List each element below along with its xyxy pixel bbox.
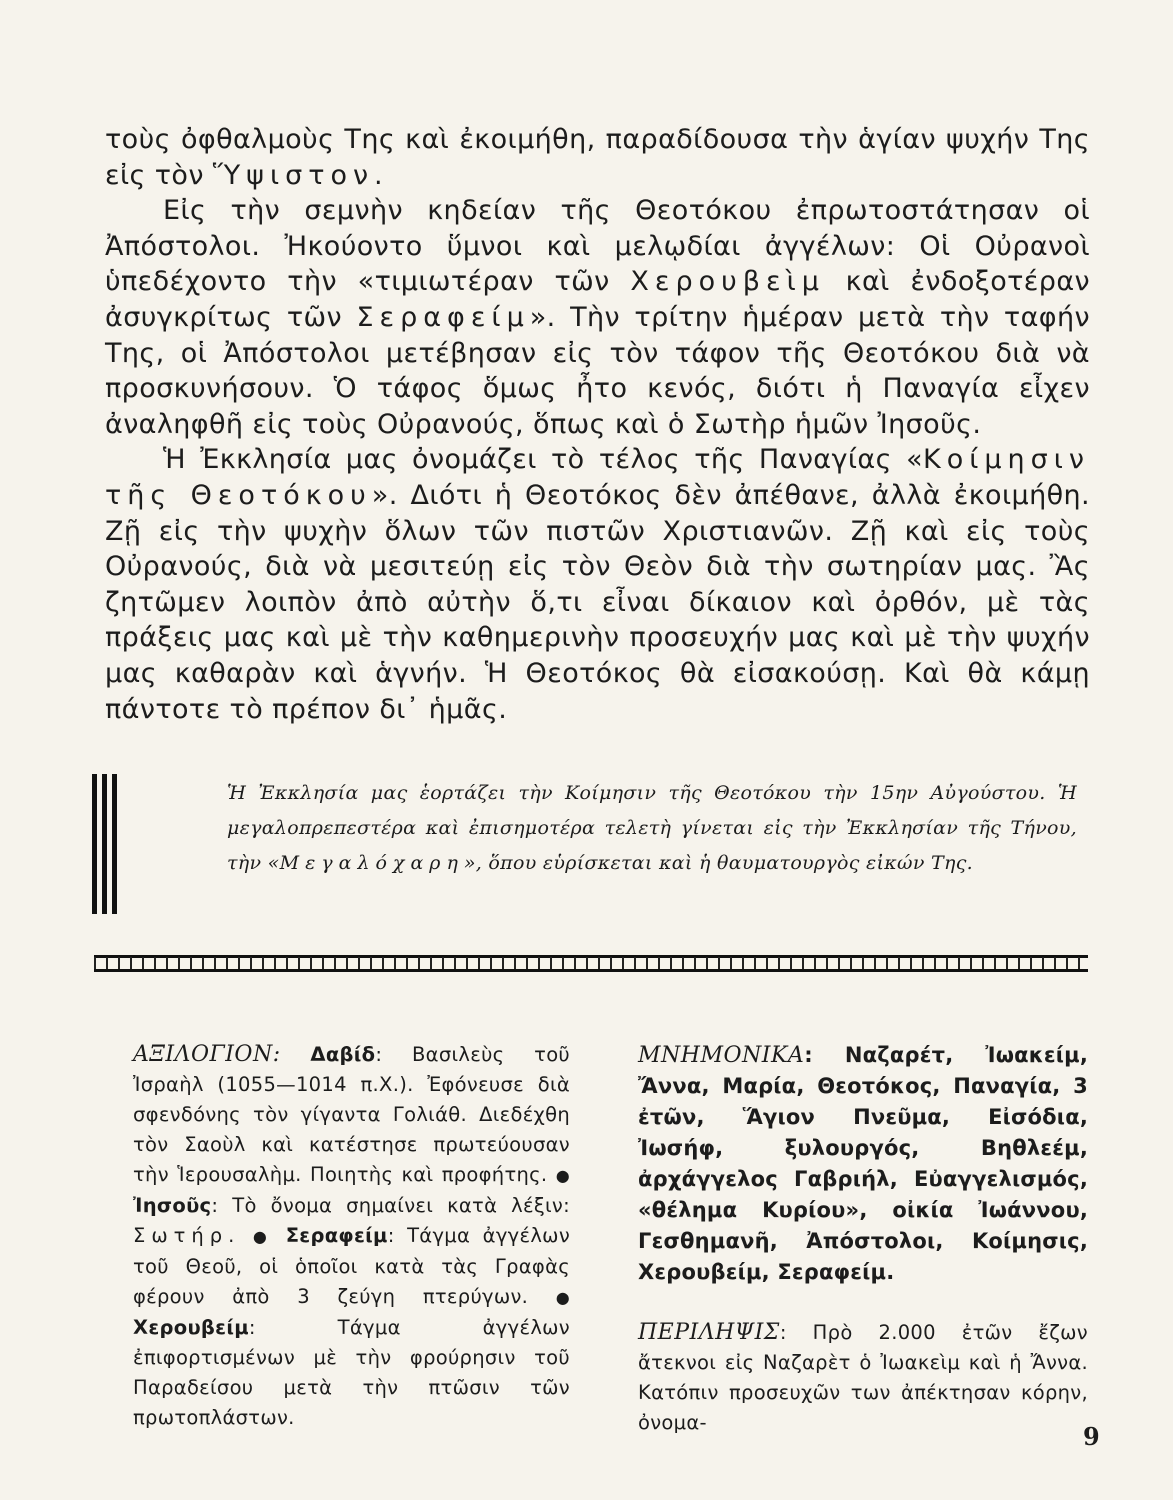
main-paragraph-2: Εἰς τὴν σεμνὴν κηδείαν τῆς Θεοτόκου ἐπρωτοστάτησαν οἱ Ἀπόστολοι. Ἠκούοντο ὕμνοι καὶ μελῳδίαι ἀγγέλων: Οἱ Οὐρανοὶ ὑπεδέχοντο τὴν «τιμιωτέραν τῶν Χερουβεὶμ καὶ ἐνδοξοτέραν ἀσυγκρίτως τῶν Σεραφείμ». Τὴν τρίτην ἡμέραν μετὰ τὴν ταφήν Της, οἱ Ἀπόστολοι μετέβησαν εἰς τὸν τάφον τῆς Θεοτόκου διὰ νὰ προσκυνήσουν. Ὁ τάφος ὅμως ἦτο κενός, διότι ἡ Παναγία εἶχεν ἀναληφθῆ εἰς τοὺς Οὐρανούς, ὅπως καὶ ὁ Σωτὴρ ἡμῶν Ἰησοῦς. (105, 195, 1090, 440)
divider-tick (466, 957, 468, 969)
mnimonika-heading: ΜΝΗΜΟΝΙΚΑ (638, 1043, 805, 1068)
divider-tick (694, 957, 696, 969)
note-bar (102, 774, 107, 914)
divider-tick (718, 957, 720, 969)
divider-tick (754, 957, 756, 969)
divider-tick (778, 957, 780, 969)
axiologion-column: ΑΞΙΛΟΓΙΟΝ: Δαβίδ: Βασιλεὺς τοῦ Ἰσραὴλ (1055—1014 π.Χ.). Ἐφόνευσε διὰ σφενδόνης τὸν γίγαντα Γολιάθ. Διεδέχθη τὸν Σαοὺλ καὶ κατέστησε πρωτεύουσαν τὴν Ἱερουσαλὴμ. Ποιητὴς καὶ προφήτης. ● Ἰησοῦς: Τὸ ὄνομα σημαίνει κατὰ λέξιν: Σωτήρ. ● Σεραφείμ: Τάγμα ἀγγέλων τοῦ Θεοῦ, οἱ ὁποῖοι κατὰ τὰς Γραφὰς φέρουν ἀπὸ 3 ζεύγη πτερύγων. ● Χερουβείμ: Τάγμα ἀγγέλων ἐπιφορτισμένων μὲ τὴν φρούρησιν τοῦ Παραδείσου μετὰ τὴν πτῶσιν τῶν πρωτοπλάστων. (133, 1042, 571, 1429)
emphasis-cherubim: Χερουβεὶμ (630, 266, 825, 298)
perilipsis-block: ΠΕΡΙΛΗΨΙΣ: Πρὸ 2.000 ἐτῶν ἔζων ἄτεκνοι εἰς Ναζαρὲτ ὁ Ἰωακεὶμ καὶ ἡ Ἄννα. Κατόπιν προσευχῶν των ἀπέκτησαν κόρην, ὀνομα- (638, 1320, 1088, 1434)
divider-tick (1030, 957, 1032, 969)
divider-tick (610, 957, 612, 969)
divider-tick (226, 957, 228, 969)
divider-tick (922, 957, 924, 969)
bullet-icon: ● (252, 1227, 274, 1246)
divider-tick (898, 957, 900, 969)
divider-tick (622, 957, 624, 969)
divider-tick (682, 957, 684, 969)
emphasis-megalochari: Μεγαλόχαρη (279, 852, 464, 874)
term-david: Δαβίδ (310, 1043, 376, 1066)
divider-tick (514, 957, 516, 969)
divider-tick (190, 957, 192, 969)
divider-tick (838, 957, 840, 969)
divider-tick (94, 957, 96, 969)
divider-tick (814, 957, 816, 969)
divider-tick (886, 957, 888, 969)
divider-tick (334, 957, 336, 969)
divider-tick (358, 957, 360, 969)
term-seraphim: Σεραφείμ (285, 1224, 388, 1247)
term-cherubim: Χερουβείμ (133, 1316, 249, 1339)
divider-tick (130, 957, 132, 969)
note-bar (112, 774, 117, 914)
divider-tick (478, 957, 480, 969)
right-column (638, 1040, 1088, 1438)
divider-tick (646, 957, 648, 969)
divider-tick (550, 957, 552, 969)
divider-tick (490, 957, 492, 969)
divider-tick (1054, 957, 1056, 969)
divider-tick (586, 957, 588, 969)
divider-tick (766, 957, 768, 969)
term-iesous: Ἰησοῦς (133, 1194, 212, 1217)
emphasis-seraphim: Σεραφείμ (356, 301, 530, 333)
divider-ticks (94, 957, 1088, 969)
divider-tick (526, 957, 528, 969)
divider-tick (322, 957, 324, 969)
divider-tick (1018, 957, 1020, 969)
main-paragraph-3: Ἡ Ἐκκλησία μας ὀνομάζει τὸ τέλος τῆς Παναγίας «Κοίμησιν τῆς Θεοτόκου». Διότι ἡ Θεοτόκος δὲν ἀπέθανε, ἀλλὰ ἐκοιμήθη. Ζῇ εἰς τὴν ψυχὴν ὅλων τῶν πιστῶν Χριστιανῶν. Ζῇ καὶ εἰς τοὺς Οὐρανούς, διὰ νὰ μεσιτεύῃ εἰς τὸν Θεὸν διὰ τὴν σωτηρίαν μας. Ἂς ζητῶμεν λοιπὸν ἀπὸ αὐτὴν ὅ,τι εἶναι δίκαιον καὶ ὀρθόν, μὲ τὰς πράξεις μας καὶ μὲ τὴν καθημερινὴν προσευχήν μας καὶ μὲ τὴν ψυχήν μας καθαρὰν καὶ ἁγνήν. Ἡ Θεοτόκος θὰ εἰσακούσῃ. Καὶ θὰ κάμῃ πάντοτε τὸ πρέπον δι᾿ ἡμᾶς. (105, 444, 1090, 725)
divider-tick (574, 957, 576, 969)
divider-tick (538, 957, 540, 969)
divider-tick (262, 957, 264, 969)
divider-tick (850, 957, 852, 969)
divider-tick (970, 957, 972, 969)
divider-tick (154, 957, 156, 969)
divider-tick (286, 957, 288, 969)
divider-tick (214, 957, 216, 969)
divider-tick (238, 957, 240, 969)
divider-tick (118, 957, 120, 969)
divider-tick (406, 957, 408, 969)
main-text (105, 122, 1090, 727)
divider-tick (1078, 957, 1080, 969)
divider-tick (454, 957, 456, 969)
divider-tick (106, 957, 108, 969)
divider-tick (310, 957, 312, 969)
divider-tick (658, 957, 660, 969)
divider-tick (418, 957, 420, 969)
divider-tick (1042, 957, 1044, 969)
divider-tick (934, 957, 936, 969)
bullet-icon: ● (555, 1166, 570, 1185)
divider-tick (946, 957, 948, 969)
divider-tick (862, 957, 864, 969)
divider-tick (1066, 957, 1068, 969)
divider-tick (994, 957, 996, 969)
divider-tick (598, 957, 600, 969)
divider-tick (634, 957, 636, 969)
page-number: 9 (1083, 1422, 1100, 1451)
divider-tick (706, 957, 708, 969)
divider-tick (670, 957, 672, 969)
emphasis-hypsiston: Ὕψιστον. (212, 159, 389, 191)
divider-tick (910, 957, 912, 969)
divider-line (94, 969, 1088, 972)
divider-tick (874, 957, 876, 969)
divider-tick (790, 957, 792, 969)
divider-tick (562, 957, 564, 969)
divider-tick (982, 957, 984, 969)
divider-tick (394, 957, 396, 969)
divider-tick (202, 957, 204, 969)
divider-tick (958, 957, 960, 969)
divider-tick (802, 957, 804, 969)
divider-tick (142, 957, 144, 969)
divider-tick (346, 957, 348, 969)
note-bar (92, 774, 97, 914)
divider-tick (250, 957, 252, 969)
divider-tick (502, 957, 504, 969)
divider-tick (298, 957, 300, 969)
divider-tick (730, 957, 732, 969)
divider-tick (382, 957, 384, 969)
mnimonika-block: ΜΝΗΜΟΝΙΚΑ: Ναζαρέτ, Ἰωακείμ, Ἄννα, Μαρία, Θεοτόκος, Παναγία, 3 ἐτῶν, Ἅγιον Πνεῦμα, Εἰσόδια, Ἰωσήφ, ξυλουργός, Βηθλεέμ, ἀρχάγγελος Γαβριήλ, Εὐαγγελισμός, «θέλημα Κυρίου», οἰκία Ἰωάννου, Γεσθημανῆ, Ἀπόστολοι, Κοίμησις, Χερουβείμ, Σεραφείμ. (638, 1043, 1088, 1284)
divider-tick (430, 957, 432, 969)
axiologion-heading: ΑΞΙΛΟΓΙΟΝ (133, 1042, 273, 1067)
perilipsis-heading: ΠΕΡΙΛΗΨΙΣ (638, 1320, 780, 1345)
main-paragraph-1: τοὺς ὀφθαλμοὺς Της καὶ ἐκοιμήθη, παραδίδουσα τὴν ἁγίαν ψυχήν Της εἰς τὸν Ὕψιστον. (105, 124, 1090, 191)
divider-tick (178, 957, 180, 969)
emphasis-koimisis: Κοίμησιν τῆς Θεοτόκου (105, 444, 1090, 511)
divider-tick (442, 957, 444, 969)
bullet-icon: ● (555, 1288, 570, 1307)
divider-tick (826, 957, 828, 969)
divider-tick (1006, 957, 1008, 969)
divider-tick (274, 957, 276, 969)
note-text: Ἡ Ἐκκλησία μας ἑορτάζει τὴν Κοίμησιν τῆς Θεοτόκου τὴν 15ην Αὐγούστου. Ἡ μεγαλοπρεπεστέρα καὶ ἐπισημοτέρα τελετὴ γίνεται εἰς τὴν Ἐκκλησίαν τῆς Τήνου, τὴν «Μεγαλόχαρη», ὅπου εὑρίσκεται καὶ ἡ θαυματουργὸς εἰκών Της. (227, 782, 1077, 874)
note-box (92, 770, 1092, 920)
divider-tick (742, 957, 744, 969)
divider-tick (370, 957, 372, 969)
divider-tick (166, 957, 168, 969)
